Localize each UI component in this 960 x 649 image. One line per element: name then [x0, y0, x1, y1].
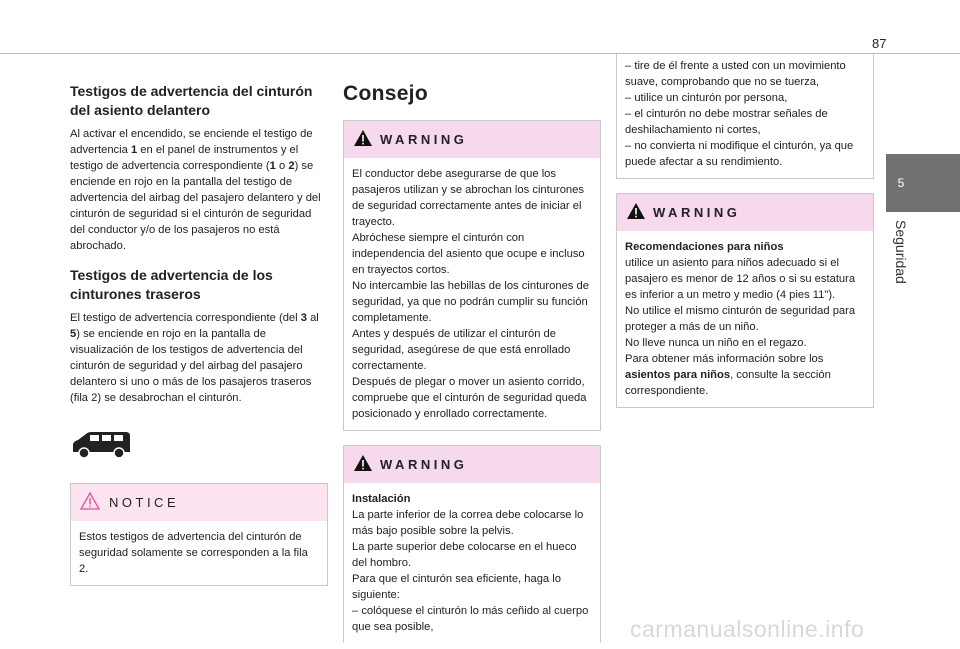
notice-text: Estos testigos de advertencia del cinturón de seguridad solamente se corresponden a la fila 2.: [79, 531, 308, 575]
warning-triangle-icon: [626, 202, 646, 220]
warning-3-subtitle: Recomendaciones para niños: [625, 241, 784, 253]
warning-header: [344, 121, 600, 158]
warning-2-continued: – tire de él frente a usted con un movimiento suave, comprobando que no se tuerza, – utilice un cinturón por persona, – el cinturón no debe mostrar señales de deshilachamiento ni cortes, – no convierta ni modifique el cinturón, ya que puede afectar a su rendimiento.: [616, 54, 874, 179]
warning-box-3: [616, 193, 874, 408]
chapter-tab-number: 5: [897, 176, 905, 190]
chapter-tab-label: Seguridad: [893, 220, 909, 284]
warning-title: WARNING: [380, 457, 468, 472]
warning-3-body: Recomendaciones para niños utilice un asiento para niños adecuado si el pasajero es menor de 12 años o si su estatura es inferior a un metro y medio (4 pies 11"). No utilice el mismo cinturón de seguridad para proteger a más de un niño. No lleve nunca un niño en el regazo. Para obtener más información sobre los asientos para niños, consulte la sección correspondiente.: [617, 231, 873, 407]
warning-title: WARNING: [653, 205, 741, 220]
page-number: 87: [872, 36, 887, 51]
warning-triangle-icon: [353, 454, 373, 472]
warning-2-subtitle: Instalación: [352, 493, 411, 505]
rear-belt-heading: Testigos de advertencia de los cinturones traseros: [70, 267, 273, 302]
warning-triangle-icon: [353, 129, 373, 147]
notice-header: [71, 484, 327, 521]
warning-2-body: Instalación La parte inferior de la correa debe colocarse lo más bajo posible sobre la pelvis. La parte superior debe colocarse en el hueco del hombro. Para que el cinturón sea eficiente, haga lo siguiente: – colóquese el cinturón lo más ceñido al cuerpo que sea posible,: [344, 483, 600, 643]
notice-triangle-icon: [80, 492, 100, 510]
watermark: carmanualsonline.info: [630, 616, 865, 642]
column-2: [343, 82, 601, 643]
column-3: [616, 60, 874, 422]
rear-belt-text: El testigo de advertencia correspondiente (del 3 al 5) se enciende en rojo en la pantalla de visualización de los testigos de advertencia del cinturón de seguridad y del airbag del pasajero delantero si uno o más de los pasajeros traseros (fila 2) se desabrochan el cinturón.: [70, 312, 319, 404]
warning-box-1: [343, 120, 601, 431]
warning-header: [344, 446, 600, 483]
section-heading: Consejo: [343, 82, 428, 105]
notice-box: [70, 483, 328, 586]
warning-header: [617, 194, 873, 231]
column-1: [70, 82, 328, 600]
notice-title: NOTICE: [109, 495, 180, 510]
warning-box-2: [343, 445, 601, 643]
vehicle-icon: [70, 430, 132, 460]
warning-1-body: El conductor debe asegurarse de que los pasajeros utilizan y se abrochan los cinturones de seguridad correctamente antes de iniciar el trayecto. Abróchese siempre el cinturón con independencia del asiento que ocupe e incluso en trayectos cortos. No intercambie las hebillas de los cinturones de seguridad, ya que no podrán cumplir su función completamente. Antes y después de utilizar el cinturón de seguridad, asegúrese de que está enrollado correctamente. Después de plegar o mover un asiento corrido, compruebe que el cinturón de seguridad queda posicionado y enrollado correctamente.: [352, 168, 589, 420]
warning-title: WARNING: [380, 132, 468, 147]
front-belt-text: Al activar el encendido, se enciende el testigo de advertencia 1 en el panel de instrumentos y el testigo de advertencia correspondiente (1 o 2) se enciende en rojo en la pantalla del testigo de advertencia del airbag del pasajero delantero y del cinturón de seguridad si el cinturón de seguridad del conductor y/o de los pasajeros no está abrochado.: [70, 128, 321, 252]
front-belt-heading: Testigos de advertencia del cinturón del asiento delantero: [70, 83, 313, 118]
